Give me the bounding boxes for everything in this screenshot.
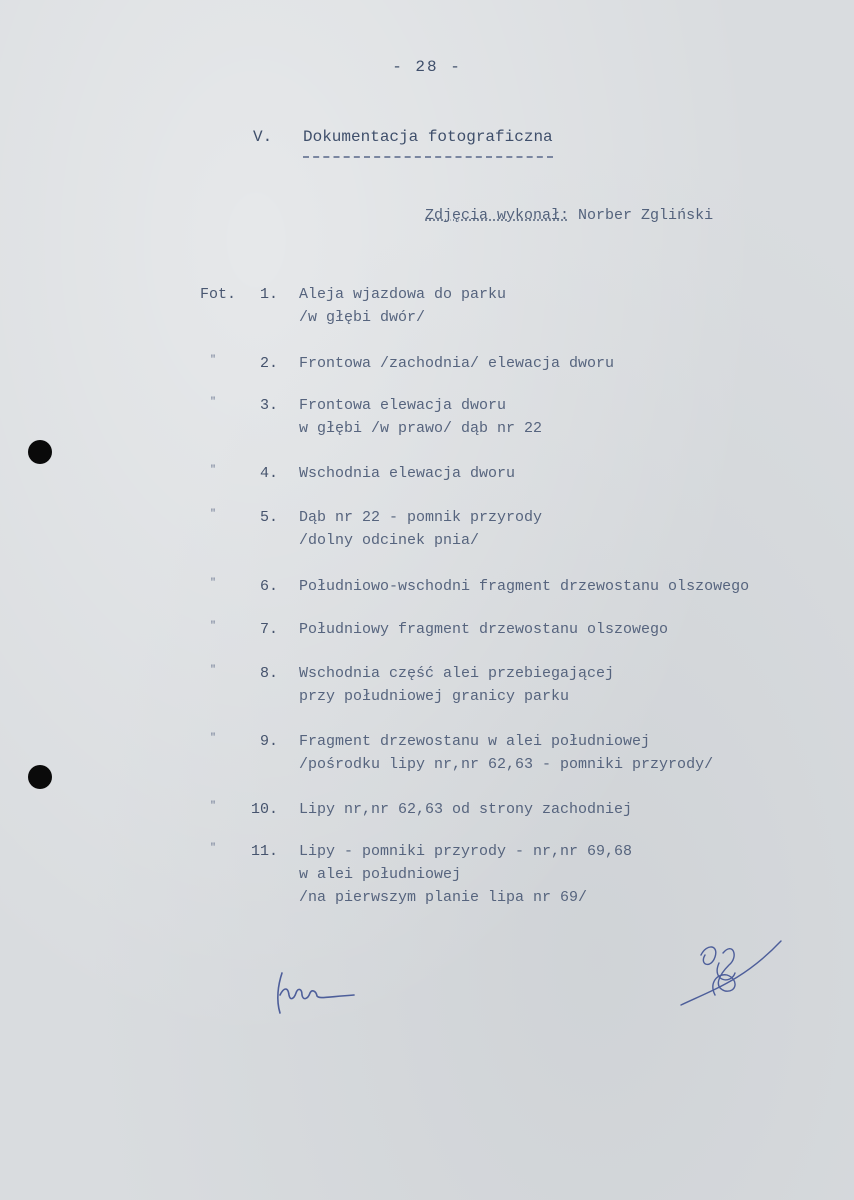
photo-number: 2. <box>259 355 278 372</box>
handwritten-signature-left <box>270 965 365 1020</box>
photo-credit <box>425 207 713 224</box>
caption-line: Frontowa elewacja dworu <box>299 397 507 414</box>
credit-label: Zdjęcia wykonał: <box>425 207 570 224</box>
caption-line: Południowo-wschodni fragment drzewostanu olszowego <box>299 578 750 595</box>
photo-caption <box>299 840 839 909</box>
photo-number: 5. <box>259 509 278 526</box>
ditto-mark: " <box>210 733 217 744</box>
photo-caption <box>299 506 839 552</box>
caption-line: Wschodnia część alei przebiegającej <box>299 665 615 682</box>
caption-line: Dąb nr 22 - pomnik przyrody <box>299 509 543 526</box>
photo-caption <box>299 462 839 485</box>
photo-number: 10. <box>250 801 278 818</box>
caption-line: Aleja wjazdowa do parku <box>299 286 507 303</box>
photo-caption <box>299 283 839 329</box>
caption-line: /dolny odcinek pnia/ <box>299 532 480 549</box>
ditto-mark: " <box>210 465 217 476</box>
section-heading <box>253 128 553 158</box>
handwritten-signature-right <box>675 935 790 1015</box>
photo-number: 3. <box>259 397 278 414</box>
ditto-mark: " <box>210 665 217 676</box>
photo-prefix: Fot. <box>200 286 237 303</box>
page-number: - 28 - <box>392 58 462 76</box>
photo-caption <box>299 662 839 708</box>
ditto-mark: " <box>210 509 217 520</box>
caption-line: /w głębi dwór/ <box>299 309 426 326</box>
photo-number: 6. <box>259 578 278 595</box>
caption-line: /pośrodku lipy nr,nr 62,63 - pomniki przyrody/ <box>299 756 714 773</box>
photo-caption <box>299 575 839 598</box>
ditto-mark: " <box>210 355 217 366</box>
punch-hole <box>28 765 52 789</box>
ditto-mark: " <box>210 397 217 408</box>
ditto-mark: " <box>210 843 217 854</box>
ditto-mark: " <box>210 801 217 812</box>
caption-line: Lipy - pomniki przyrody - nr,nr 69,68 <box>299 843 633 860</box>
caption-line: przy południowej granicy parku <box>299 688 570 705</box>
caption-line: Lipy nr,nr 62,63 od strony zachodniej <box>299 801 633 818</box>
section-title: Dokumentacja fotograficzna <box>303 128 553 158</box>
caption-line: w alei południowej <box>299 866 462 883</box>
photo-caption <box>299 618 839 641</box>
caption-line: /na pierwszym planie lipa nr 69/ <box>299 889 588 906</box>
caption-line: Frontowa /zachodnia/ elewacja dworu <box>299 355 615 372</box>
ditto-mark: " <box>210 621 217 632</box>
photo-number: 4. <box>259 465 278 482</box>
punch-hole <box>28 440 52 464</box>
section-number: V. <box>253 128 273 146</box>
photo-caption <box>299 730 839 776</box>
caption-line: Wschodnia elewacja dworu <box>299 465 516 482</box>
caption-line: Fragment drzewostanu w alei południowej <box>299 733 651 750</box>
photo-caption <box>299 352 839 375</box>
photo-number: 11. <box>250 843 278 860</box>
photo-number: 1. <box>259 286 278 303</box>
photo-number: 7. <box>259 621 278 638</box>
photo-number: 9. <box>259 733 278 750</box>
caption-line: w głębi /w prawo/ dąb nr 22 <box>299 420 543 437</box>
photo-caption <box>299 798 839 821</box>
photographer-name: Norber Zgliński <box>578 207 714 224</box>
caption-line: Południowy fragment drzewostanu olszowego <box>299 621 669 638</box>
photo-number: 8. <box>259 665 278 682</box>
photo-caption <box>299 394 839 440</box>
ditto-mark: " <box>210 578 217 589</box>
